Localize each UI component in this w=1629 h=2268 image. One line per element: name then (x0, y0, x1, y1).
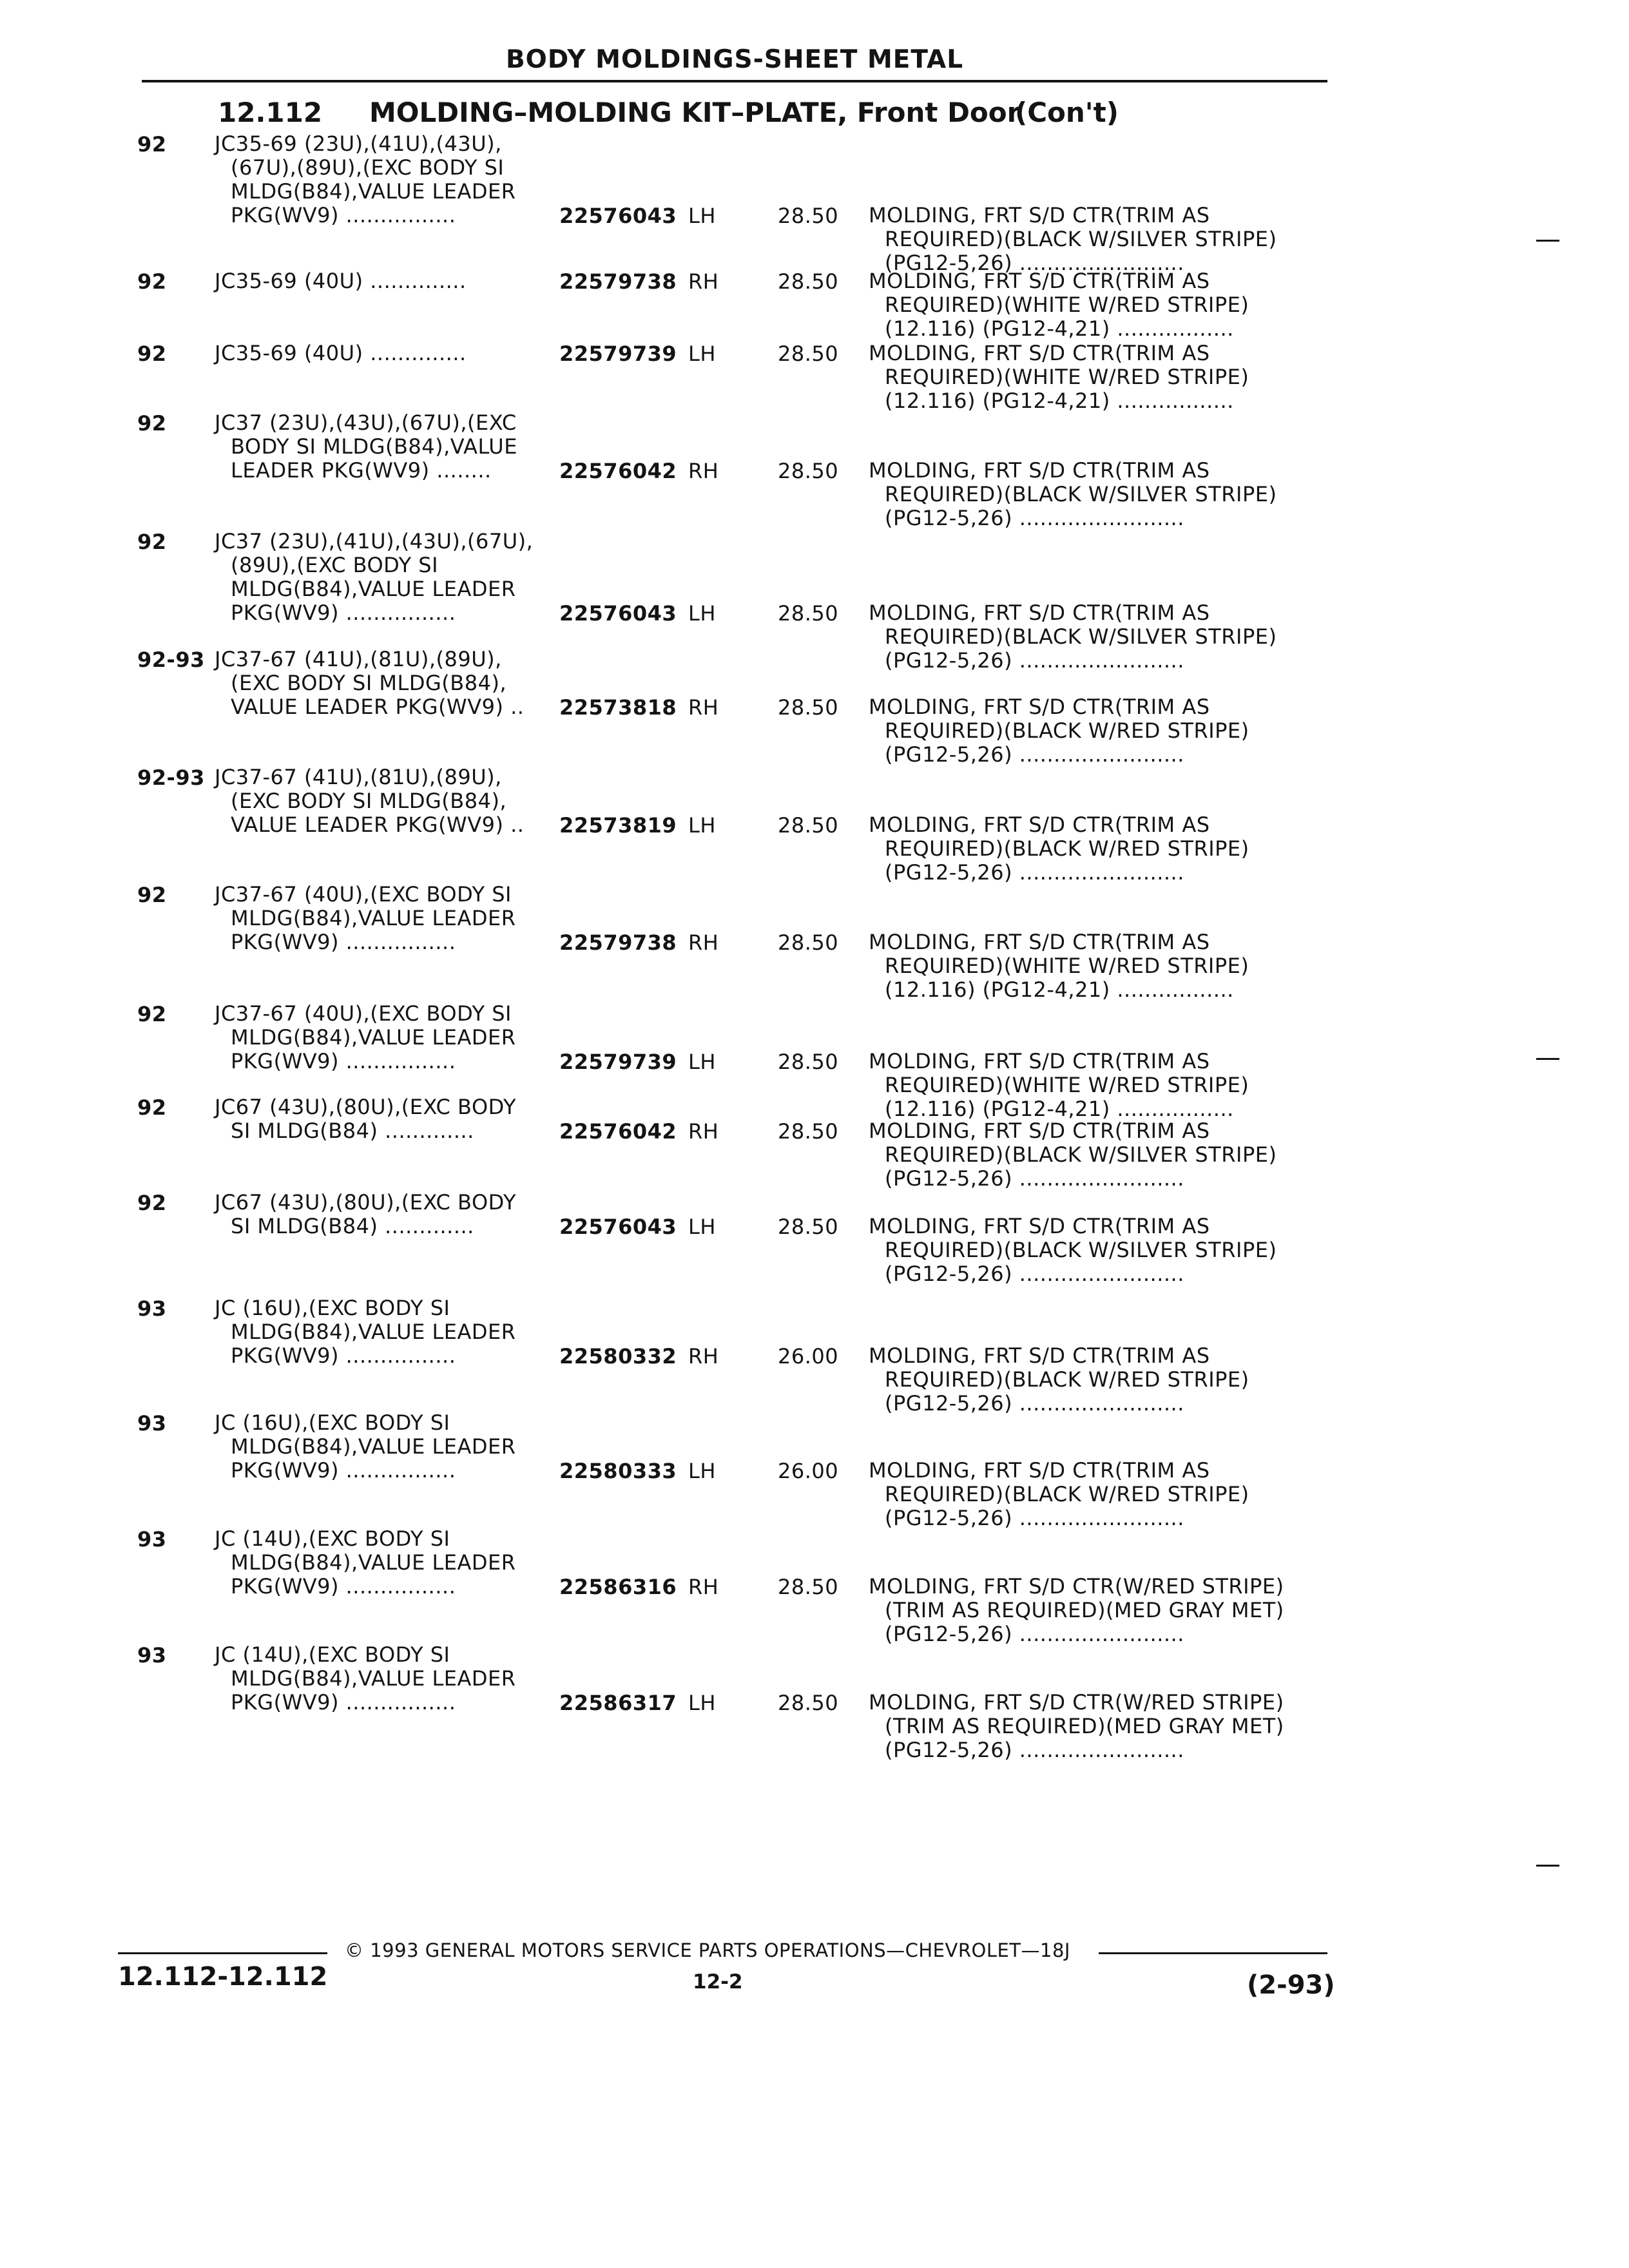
margin-tick-mark (1536, 1058, 1559, 1060)
application-description (215, 530, 572, 625)
side-indicator: LH (688, 1050, 716, 1074)
part-number: 22579738 (559, 930, 677, 955)
side-indicator: RH (688, 1119, 719, 1144)
part-name (869, 1215, 1320, 1286)
revision-date: (2-93) (1247, 1970, 1335, 2000)
part-number: 22586317 (559, 1691, 677, 1715)
description-line: BODY SI MLDG(B84),VALUE (231, 434, 517, 459)
part-name-line: (12.116) (PG12-4,21) ................. (885, 389, 1234, 413)
description-line: (89U),(EXC BODY SI (231, 553, 439, 577)
description-line: JC37-67 (40U),(EXC BODY SI (215, 1001, 512, 1026)
description-line: JC37-67 (40U),(EXC BODY SI (215, 882, 512, 907)
part-name (869, 1459, 1320, 1530)
part-number: 22580333 (559, 1459, 677, 1483)
part-name (869, 1691, 1320, 1762)
description-line: VALUE LEADER PKG(WV9) .. (231, 695, 525, 719)
side-indicator: LH (688, 1215, 716, 1239)
part-name-line: (PG12-5,26) ........................ (885, 648, 1184, 673)
part-number: 22576043 (559, 601, 677, 626)
application-description (215, 1296, 572, 1368)
model-year: 92-93 (137, 648, 205, 672)
description-line: LEADER PKG(WV9) ........ (231, 458, 492, 483)
part-number: 22573818 (559, 695, 677, 720)
application-description (215, 648, 572, 719)
description-line: MLDG(B84),VALUE LEADER (231, 1320, 516, 1344)
part-name-line: REQUIRED)(WHITE W/RED STRIPE) (885, 365, 1249, 389)
part-name-line: MOLDING, FRT S/D CTR(TRIM AS (869, 1458, 1210, 1483)
page-number: 12-2 (693, 1970, 743, 1994)
side-indicator: RH (688, 695, 719, 720)
part-name-line: REQUIRED)(BLACK W/RED STRIPE) (885, 836, 1249, 861)
part-name-line: (TRIM AS REQUIRED)(MED GRAY MET) (885, 1598, 1284, 1622)
part-name (869, 269, 1320, 341)
model-year: 93 (137, 1643, 167, 1667)
part-number: 22576042 (559, 1119, 677, 1144)
description-line: SI MLDG(B84) ............. (231, 1214, 474, 1238)
model-year: 92 (137, 530, 167, 554)
part-name-line: MOLDING, FRT S/D CTR(TRIM AS (869, 601, 1210, 625)
part-name (869, 601, 1320, 673)
model-year: 92 (137, 1002, 167, 1026)
part-name-line: MOLDING, FRT S/D CTR(TRIM AS (869, 812, 1210, 837)
price: 28.50 (778, 341, 839, 366)
description-line: VALUE LEADER PKG(WV9) .. (231, 812, 525, 837)
part-name-line: MOLDING, FRT S/D CTR(TRIM AS (869, 1119, 1210, 1143)
part-name-line: (PG12-5,26) ........................ (885, 1738, 1184, 1762)
price: 28.50 (778, 1050, 839, 1074)
model-year: 92 (137, 269, 167, 294)
copyright-notice: © 1993 GENERAL MOTORS SERVICE PARTS OPERATIONS—CHEVROLET—18J (345, 1939, 1070, 1961)
description-line: MLDG(B84),VALUE LEADER (231, 1025, 516, 1050)
part-name-line: REQUIRED)(BLACK W/SILVER STRIPE) (885, 1238, 1277, 1262)
part-name-line: REQUIRED)(WHITE W/RED STRIPE) (885, 1073, 1249, 1097)
part-name (869, 1050, 1320, 1121)
side-indicator: RH (688, 269, 719, 294)
description-line: PKG(WV9) ................ (231, 1574, 456, 1599)
application-description (215, 341, 572, 365)
part-name-line: REQUIRED)(BLACK W/SILVER STRIPE) (885, 227, 1277, 251)
description-line: MLDG(B84),VALUE LEADER (231, 1666, 516, 1691)
part-name-line: MOLDING, FRT S/D CTR(TRIM AS (869, 341, 1210, 365)
margin-tick-mark (1536, 240, 1559, 242)
part-name (869, 1119, 1320, 1191)
part-name-line: (PG12-5,26) ........................ (885, 1622, 1184, 1646)
application-description (215, 1411, 572, 1483)
margin-tick-mark (1536, 1865, 1559, 1867)
description-line: JC (16U),(EXC BODY SI (215, 1410, 450, 1435)
price: 28.50 (778, 1119, 839, 1144)
part-name (869, 459, 1320, 530)
description-line: JC (16U),(EXC BODY SI (215, 1296, 450, 1320)
part-name (869, 813, 1320, 885)
part-name-line: (12.116) (PG12-4,21) ................. (885, 316, 1234, 341)
part-name-line: REQUIRED)(BLACK W/SILVER STRIPE) (885, 1142, 1277, 1167)
part-number: 22576042 (559, 459, 677, 483)
side-indicator: RH (688, 1575, 719, 1599)
price: 28.50 (778, 930, 839, 955)
description-line: MLDG(B84),VALUE LEADER (231, 577, 516, 601)
footer-rule-right (1099, 1952, 1327, 1954)
side-indicator: RH (688, 930, 719, 955)
part-name-line: (12.116) (PG12-4,21) ................. (885, 1097, 1234, 1121)
part-name-line: (TRIM AS REQUIRED)(MED GRAY MET) (885, 1714, 1284, 1738)
part-number: 22579739 (559, 1050, 677, 1074)
description-line: SI MLDG(B84) ............. (231, 1119, 474, 1143)
model-year: 93 (137, 1296, 167, 1321)
part-name-line: MOLDING, FRT S/D CTR(TRIM AS (869, 1049, 1210, 1073)
footer-rule-left (118, 1952, 327, 1954)
part-name (869, 1344, 1320, 1416)
price: 26.00 (778, 1459, 839, 1483)
part-number: 22579739 (559, 341, 677, 366)
price: 28.50 (778, 1575, 839, 1599)
part-name (869, 695, 1320, 767)
description-line: JC67 (43U),(80U),(EXC BODY (215, 1095, 517, 1119)
part-name-line: MOLDING, FRT S/D CTR(TRIM AS (869, 458, 1210, 483)
part-name-line: REQUIRED)(BLACK W/RED STRIPE) (885, 1367, 1249, 1392)
part-number: 22586316 (559, 1575, 677, 1599)
model-year: 92 (137, 411, 167, 436)
price: 28.50 (778, 204, 839, 228)
model-year: 92 (137, 883, 167, 907)
section-number: 12.112 (218, 97, 323, 128)
description-line: JC37-67 (41U),(81U),(89U), (215, 765, 502, 789)
part-name-line: (PG12-5,26) ........................ (885, 742, 1184, 767)
model-year: 92 (137, 1095, 167, 1120)
price: 28.50 (778, 601, 839, 626)
model-year: 93 (137, 1527, 167, 1552)
model-year: 92 (137, 1191, 167, 1215)
part-name-line: MOLDING, FRT S/D CTR(TRIM AS (869, 1214, 1210, 1238)
model-year: 93 (137, 1411, 167, 1436)
model-year: 92-93 (137, 765, 205, 790)
side-indicator: LH (688, 1691, 716, 1715)
part-name-line: REQUIRED)(WHITE W/RED STRIPE) (885, 293, 1249, 317)
description-line: MLDG(B84),VALUE LEADER (231, 1550, 516, 1575)
application-description (215, 1095, 572, 1143)
part-name-line: REQUIRED)(BLACK W/SILVER STRIPE) (885, 624, 1277, 649)
section-title: MOLDING–MOLDING KIT–PLATE, Front Door (369, 97, 1021, 128)
part-name-line: (PG12-5,26) ........................ (885, 1391, 1184, 1416)
part-name-line: (PG12-5,26) ........................ (885, 860, 1184, 885)
part-name-line: (PG12-5,26) ........................ (885, 1166, 1184, 1191)
part-number: 22573819 (559, 813, 677, 838)
part-name-line: MOLDING, FRT S/D CTR(W/RED STRIPE) (869, 1574, 1284, 1599)
description-line: JC35-69 (40U) .............. (215, 341, 467, 365)
application-description (215, 1191, 572, 1238)
side-indicator: LH (688, 204, 716, 228)
price: 28.50 (778, 813, 839, 838)
application-description (215, 132, 572, 227)
part-name-line: MOLDING, FRT S/D CTR(TRIM AS (869, 930, 1210, 954)
description-line: JC (14U),(EXC BODY SI (215, 1642, 450, 1667)
part-name-line: (PG12-5,26) ........................ (885, 1262, 1184, 1286)
price: 28.50 (778, 1691, 839, 1715)
part-number: 22576043 (559, 1215, 677, 1239)
description-line: JC (14U),(EXC BODY SI (215, 1526, 450, 1551)
description-line: JC67 (43U),(80U),(EXC BODY (215, 1190, 517, 1215)
part-number: 22579738 (559, 269, 677, 294)
part-name-line: (12.116) (PG12-4,21) ................. (885, 977, 1234, 1002)
part-name (869, 1575, 1320, 1646)
part-name-line: (PG12-5,26) ........................ (885, 506, 1184, 530)
description-line: PKG(WV9) ................ (231, 601, 456, 625)
model-year: 92 (137, 132, 167, 157)
side-indicator: RH (688, 459, 719, 483)
part-name-line: MOLDING, FRT S/D CTR(TRIM AS (869, 1343, 1210, 1368)
model-year: 92 (137, 341, 167, 366)
side-indicator: RH (688, 1344, 719, 1369)
part-name (869, 204, 1320, 275)
part-name-line: REQUIRED)(BLACK W/RED STRIPE) (885, 718, 1249, 743)
price: 28.50 (778, 269, 839, 294)
part-name-line: (PG12-5,26) ........................ (885, 1506, 1184, 1530)
description-line: MLDG(B84),VALUE LEADER (231, 906, 516, 930)
description-line: JC37 (23U),(43U),(67U),(EXC (215, 410, 517, 435)
price: 26.00 (778, 1344, 839, 1369)
application-description (215, 1643, 572, 1715)
description-line: PKG(WV9) ................ (231, 1343, 456, 1368)
part-number: 22580332 (559, 1344, 677, 1369)
side-indicator: LH (688, 813, 716, 838)
part-name-line: REQUIRED)(WHITE W/RED STRIPE) (885, 954, 1249, 978)
part-number: 22576043 (559, 204, 677, 228)
part-name (869, 930, 1320, 1002)
price: 28.50 (778, 695, 839, 720)
side-indicator: LH (688, 601, 716, 626)
description-line: JC35-69 (40U) .............. (215, 269, 467, 293)
price: 28.50 (778, 1215, 839, 1239)
part-name-line: MOLDING, FRT S/D CTR(TRIM AS (869, 203, 1210, 227)
description-line: (67U),(89U),(EXC BODY SI (231, 155, 505, 180)
description-line: PKG(WV9) ................ (231, 930, 456, 954)
description-line: PKG(WV9) ................ (231, 203, 456, 227)
description-line: (EXC BODY SI MLDG(B84), (231, 789, 507, 813)
description-line: PKG(WV9) ................ (231, 1690, 456, 1715)
description-line: JC37 (23U),(41U),(43U),(67U), (215, 529, 534, 553)
part-name-line: MOLDING, FRT S/D CTR(W/RED STRIPE) (869, 1690, 1284, 1715)
application-description (215, 1002, 572, 1073)
description-line: JC37-67 (41U),(81U),(89U), (215, 647, 502, 671)
page-title: BODY MOLDINGS-SHEET METAL (505, 45, 964, 74)
description-line: PKG(WV9) ................ (231, 1049, 456, 1073)
part-name-line: (PG12-5,26) ........................ (885, 251, 1184, 275)
part-name-line: REQUIRED)(BLACK W/RED STRIPE) (885, 1482, 1249, 1506)
application-description (215, 269, 572, 293)
header-rule (142, 80, 1327, 82)
section-range: 12.112-12.112 (118, 1962, 328, 1992)
part-name (869, 341, 1320, 413)
description-line: JC35-69 (23U),(41U),(43U), (215, 131, 502, 156)
description-line: (EXC BODY SI MLDG(B84), (231, 671, 507, 695)
part-name-line: MOLDING, FRT S/D CTR(TRIM AS (869, 695, 1210, 719)
description-line: PKG(WV9) ................ (231, 1458, 456, 1483)
application-description (215, 765, 572, 837)
application-description (215, 1527, 572, 1599)
part-name-line: REQUIRED)(BLACK W/SILVER STRIPE) (885, 482, 1277, 506)
side-indicator: LH (688, 1459, 716, 1483)
description-line: MLDG(B84),VALUE LEADER (231, 1434, 516, 1459)
section-continued-label: (Con't) (1015, 97, 1119, 128)
application-description (215, 883, 572, 954)
side-indicator: LH (688, 341, 716, 366)
price: 28.50 (778, 459, 839, 483)
application-description (215, 411, 572, 483)
description-line: MLDG(B84),VALUE LEADER (231, 179, 516, 204)
part-name-line: MOLDING, FRT S/D CTR(TRIM AS (869, 269, 1210, 293)
